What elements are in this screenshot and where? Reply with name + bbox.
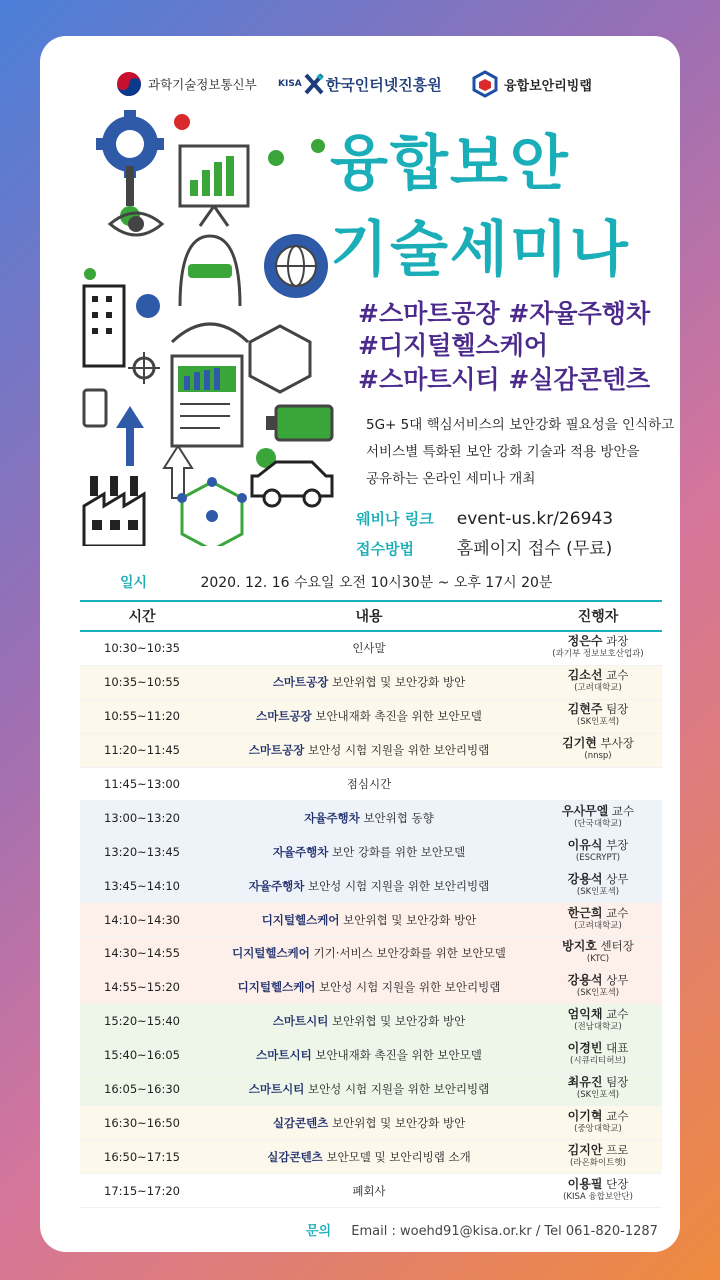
row-time: 15:20~15:40 [104, 1014, 180, 1029]
row-content [204, 742, 534, 758]
speaker-name: 김현주 [567, 702, 603, 717]
row-content [204, 1013, 534, 1029]
contact-row [306, 1220, 658, 1239]
row-topic: 폐회사 [352, 1183, 386, 1198]
row-speaker [534, 1144, 662, 1170]
arrow-up-icon [116, 406, 144, 466]
speaker-rank: 대표 [606, 1041, 629, 1056]
register-label: 접수방법 [356, 540, 414, 558]
speaker-rank: 단장 [606, 1176, 629, 1191]
row-time: 11:20~11:45 [104, 743, 180, 758]
speaker-org: (SK인포섹) [576, 1090, 620, 1101]
msit-name: 과학기술정보통신부 [148, 77, 257, 92]
speaker-org: (SK인포섹) [576, 886, 620, 897]
car-icon [252, 462, 332, 506]
speaker-rank: 팀장 [606, 1075, 629, 1090]
kisa-mark-icon [304, 73, 324, 95]
table-row [80, 1005, 662, 1039]
row-topic: 보안성 시험 지원을 위한 보안리빙랩 [319, 980, 501, 995]
speaker-org: (중앙대학교) [574, 1123, 622, 1134]
row-time: 14:55~15:20 [104, 980, 180, 995]
row-keyword: 자율주행차 [248, 878, 305, 893]
row-speaker [534, 839, 662, 865]
description-line: 공유하는 온라인 세미나 개최 [366, 471, 536, 487]
row-topic: 보안 강화를 위한 보안모델 [332, 844, 466, 859]
row-keyword: 디지털헬스케어 [232, 946, 310, 961]
row-time: 15:40~16:05 [104, 1048, 180, 1063]
row-speaker [534, 737, 662, 763]
speaker-name: 김소선 [567, 668, 603, 683]
row-time: 13:00~13:20 [104, 810, 180, 825]
speaker-name: 이경빈 [567, 1041, 603, 1056]
speaker-rank: 교수 [606, 668, 629, 683]
row-topic: 보안성 시험 지원을 위한 보안리빙랩 [307, 878, 490, 893]
table-row [80, 768, 662, 802]
row-time: 17:15~17:20 [104, 1183, 180, 1198]
speaker-name: 김지안 [567, 1142, 603, 1157]
row-topic: 보안성 시험 지원을 위한 보안리빙랩 [307, 743, 490, 758]
row-content [204, 945, 534, 961]
row-speaker [534, 907, 662, 933]
row-topic: 보안모델 및 보안리빙랩 소개 [326, 1149, 471, 1164]
header-content: 내용 [355, 609, 383, 625]
building-icon [84, 286, 124, 366]
row-keyword: 실감콘텐츠 [267, 1149, 323, 1164]
cube-icon [250, 326, 310, 392]
kisa-logo [278, 66, 442, 102]
table-row [80, 835, 662, 869]
speaker-rank: 교수 [606, 1108, 629, 1123]
row-keyword: 스마트시티 [272, 1014, 329, 1029]
table-row [80, 1174, 662, 1208]
row-speaker [534, 635, 662, 661]
row-speaker [534, 703, 662, 729]
row-speaker [534, 1008, 662, 1034]
row-content [204, 810, 534, 826]
contact-value: Email : woehd91@kisa.or.kr / Tel 061-820-1287 [351, 1224, 658, 1239]
row-speaker [534, 974, 662, 1000]
row-speaker [534, 805, 662, 831]
speaker-name: 우사무엘 [561, 803, 609, 818]
row-content [204, 708, 534, 724]
row-content [204, 776, 534, 792]
speaker-name: 정은수 [567, 634, 603, 649]
title-line-1: 융합보안 [330, 129, 570, 199]
vr-user-icon [172, 236, 248, 342]
table-row [80, 666, 662, 700]
speaker-rank: 센터장 [600, 939, 634, 954]
table-row [80, 700, 662, 734]
row-topic: 보안내재화 촉진을 위한 보안모델 [315, 1048, 482, 1063]
row-topic: 보안성 시험 지원을 위한 보안리빙랩 [307, 1082, 490, 1097]
table-row [80, 632, 662, 666]
speaker-org: (시큐리티허브) [570, 1056, 626, 1067]
row-time: 13:20~13:45 [104, 844, 180, 859]
hex-shield-icon [472, 70, 498, 98]
speaker-org: (SK인포섹) [576, 988, 620, 999]
row-content [204, 674, 534, 690]
row-time: 14:30~14:55 [104, 946, 180, 961]
row-topic: 인사말 [352, 641, 386, 656]
speaker-name: 최유진 [567, 1075, 603, 1090]
row-keyword: 디지털헬스케어 [237, 980, 316, 995]
speaker-name: 강용석 [567, 871, 603, 886]
row-content [204, 912, 534, 928]
row-topic: 보안위협 및 보안강화 방안 [343, 912, 477, 927]
speaker-rank: 상무 [606, 973, 629, 988]
poster-card [40, 36, 680, 1252]
row-time: 10:35~10:55 [104, 675, 180, 690]
row-speaker [534, 669, 662, 695]
row-topic: 보안위협 및 보안강화 방안 [332, 675, 466, 690]
webinar-link[interactable]: event-us.kr/26943 [456, 509, 614, 529]
register-value: 홈페이지 접수 (무료) [456, 539, 613, 559]
tech-illustration [80, 106, 340, 546]
table-row [80, 937, 662, 971]
kisa-small-text: KISA [278, 79, 302, 89]
globe-gear-icon [264, 234, 328, 298]
header-speaker: 진행자 [577, 609, 619, 625]
schedule-table [80, 600, 662, 1208]
living-lab-name: 융합보안리빙랩 [504, 78, 592, 94]
row-topic: 점심시간 [346, 777, 392, 791]
speaker-name: 이유식 [567, 837, 603, 852]
row-time: 16:30~16:50 [104, 1115, 180, 1130]
speaker-rank: 부장 [606, 837, 629, 852]
row-content [204, 878, 534, 894]
row-keyword: 실감콘텐츠 [272, 1115, 329, 1130]
speaker-org: (전남대학교) [574, 1022, 622, 1033]
row-content [204, 1149, 534, 1165]
row-content [204, 844, 534, 860]
msit-logo [116, 66, 257, 102]
row-topic: 기기·서비스 보안강화를 위한 보안모델 [313, 946, 506, 961]
speaker-org: (과기부 정보보호산업과) [552, 649, 644, 660]
table-row [80, 869, 662, 903]
eye-icon [110, 213, 162, 235]
hashtag-line-1: #스마트공장 #자율주행차 [358, 299, 651, 328]
description [366, 412, 676, 493]
table-row [80, 971, 662, 1005]
speaker-name: 방지호 [562, 939, 597, 954]
header-time: 시간 [128, 609, 156, 625]
battery-low-icon [84, 390, 106, 426]
crosshair-icon [128, 352, 160, 384]
speaker-name: 한근희 [567, 905, 603, 920]
row-topic: 보안내재화 촉진을 위한 보안모델 [315, 709, 482, 724]
row-keyword: 스마트공장 [256, 709, 312, 724]
date-row [120, 572, 552, 592]
battery-icon [266, 406, 332, 440]
kisa-name: 한국인터넷진흥원 [325, 75, 442, 94]
row-content [204, 1115, 534, 1131]
description-line: 서비스별 특화된 보안 강화 기술과 적용 방안을 [366, 444, 640, 460]
row-keyword: 스마트공장 [248, 743, 305, 758]
table-row [80, 734, 662, 768]
row-time: 11:45~13:00 [104, 777, 180, 791]
speaker-org: (단국대학교) [574, 818, 622, 829]
table-row [80, 1106, 662, 1140]
row-keyword: 스마트시티 [256, 1048, 312, 1063]
row-time: 10:30~10:35 [104, 641, 180, 656]
row-keyword: 자율주행차 [304, 810, 360, 825]
speaker-name: 김기현 [562, 736, 597, 751]
description-line: 5G+ 5대 핵심서비스의 보안강화 필요성을 인식하고 [366, 417, 675, 433]
table-row [80, 1140, 662, 1174]
speaker-rank: 교수 [611, 803, 635, 818]
contact-label: 문의 [306, 1224, 332, 1239]
logo-bar [40, 66, 680, 102]
row-time: 13:45~14:10 [104, 878, 180, 893]
speaker-name: 강용석 [567, 973, 603, 988]
table-row [80, 1039, 662, 1073]
row-topic: 보안위협 및 보안강화 방안 [332, 1014, 466, 1029]
webinar-link-row [356, 508, 613, 529]
speaker-rank: 팀장 [606, 702, 629, 717]
speaker-org: (고려대학교) [574, 920, 622, 931]
row-content [204, 1047, 534, 1063]
speaker-org: (ESCRYPT) [575, 852, 621, 863]
row-speaker [534, 1042, 662, 1068]
hashtag-line-3: #스마트시티 #실감콘텐츠 [358, 365, 651, 394]
register-row [356, 534, 612, 559]
table-header [80, 600, 662, 632]
taegeuk-icon [116, 71, 142, 97]
row-content [204, 640, 534, 656]
row-time: 16:50~17:15 [104, 1149, 180, 1164]
speaker-org: (KISA 융합보안단) [563, 1191, 633, 1202]
row-content [204, 1183, 534, 1199]
row-time: 10:55~11:20 [104, 709, 180, 724]
living-lab-logo [472, 66, 592, 102]
factory-icon [84, 476, 144, 546]
speaker-org: (KTC) [586, 954, 610, 965]
speaker-rank: 부사장 [600, 736, 634, 751]
row-content [204, 1081, 534, 1097]
chart-board-icon [180, 146, 248, 226]
row-topic: 보안위협 동향 [363, 810, 434, 825]
speaker-org: (nnsp) [584, 751, 612, 762]
speaker-rank: 상무 [606, 871, 629, 886]
webinar-label: 웨비나 링크 [356, 510, 434, 528]
row-time: 14:10~14:30 [104, 912, 180, 927]
date-value: 2020. 12. 16 수요일 오전 10시30분 ~ 오후 17시 20분 [200, 575, 553, 591]
speaker-rank: 프로 [606, 1142, 629, 1157]
document-icon [172, 356, 242, 446]
table-body [80, 632, 662, 1208]
row-keyword: 자율주행차 [272, 844, 329, 859]
row-speaker [534, 1076, 662, 1102]
row-speaker [534, 1110, 662, 1136]
row-keyword: 디지털헬스케어 [261, 912, 340, 927]
speaker-rank: 과장 [606, 634, 629, 649]
row-speaker [534, 873, 662, 899]
table-row [80, 801, 662, 835]
gear-icon [96, 110, 164, 226]
network-icon [177, 477, 247, 546]
speaker-name: 이기혁 [567, 1108, 603, 1123]
title-line-2: 기술세미나 [330, 215, 630, 285]
row-content [204, 979, 534, 995]
row-speaker [534, 940, 662, 966]
date-label: 일시 [120, 575, 148, 591]
row-topic: 보안위협 및 보안강화 방안 [332, 1115, 466, 1130]
row-keyword: 스마트공장 [272, 675, 329, 690]
speaker-org: (고려대학교) [574, 683, 622, 694]
row-speaker [534, 1178, 662, 1204]
speaker-rank: 교수 [606, 1007, 629, 1022]
row-keyword: 스마트시티 [248, 1082, 305, 1097]
speaker-org: (SK인포섹) [576, 717, 620, 728]
row-time: 16:05~16:30 [104, 1082, 180, 1097]
table-row [80, 903, 662, 937]
speaker-name: 엄익채 [567, 1007, 603, 1022]
speaker-rank: 교수 [606, 905, 629, 920]
hashtag-line-2: #디지털헬스케어 [358, 331, 548, 360]
table-row [80, 1073, 662, 1107]
arrow-up-outline-icon [164, 446, 192, 498]
speaker-org: (라온화이트햇) [570, 1157, 626, 1168]
speaker-name: 이용필 [567, 1176, 603, 1191]
